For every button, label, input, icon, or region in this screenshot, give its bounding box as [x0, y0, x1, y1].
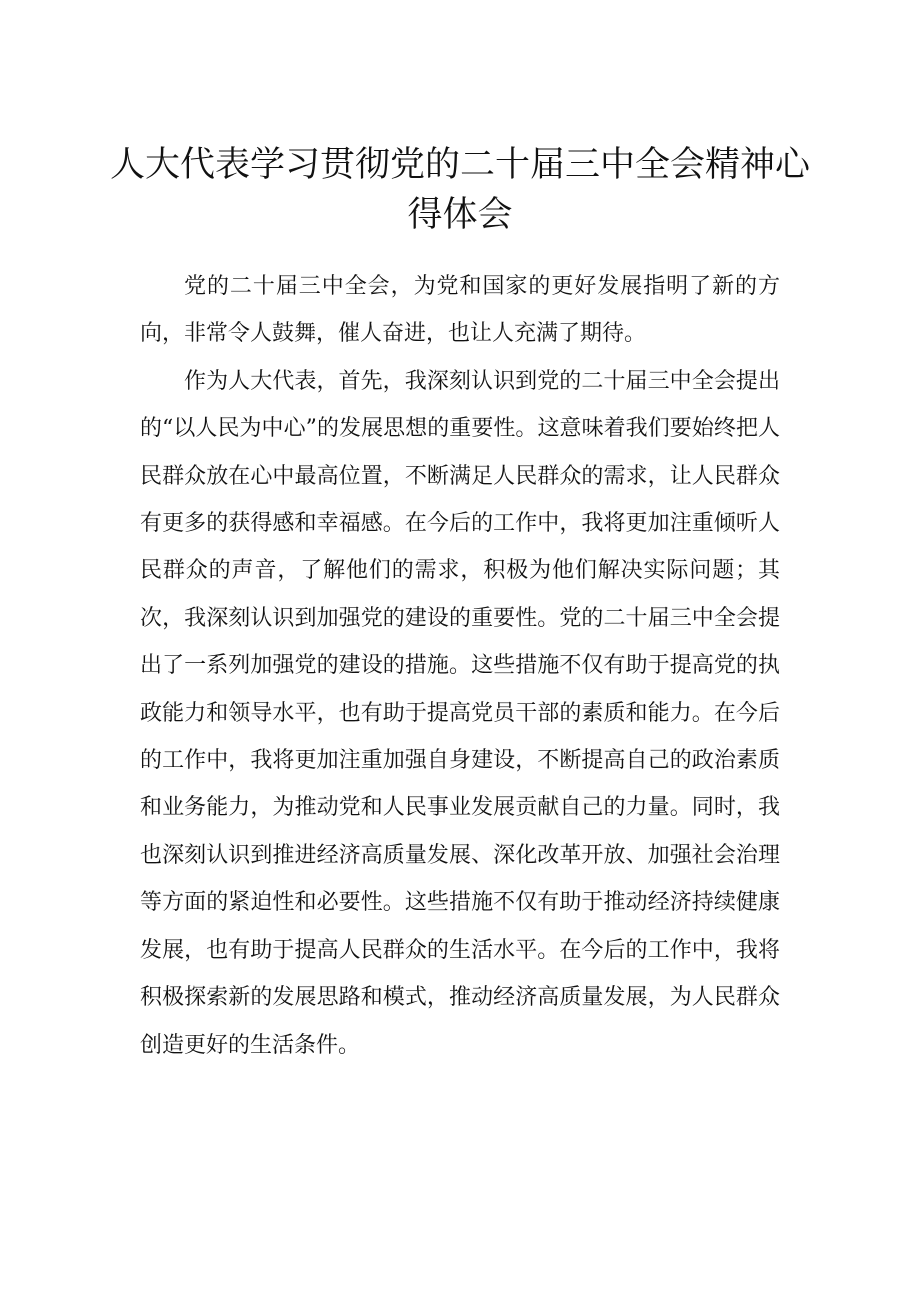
- document-body: [140, 263, 780, 1069]
- document-title: 人大代表学习贯彻党的二十届三中全会精神心得体会: [109, 145, 810, 235]
- paragraph-main: 作为人大代表，首先，我深刻认识到党的二十届三中全会提出的“以人民为中心”的发展思想的重要性。这意味着我们要始终把人民群众放在心中最高位置，不断满足人民群众的需求，让人民群众有更多的获得感和幸福感。在今后的工作中，我将更加注重倾听人民群众的声音，了解他们的需求，积极为他们解决实际问题；其次，我深刻认识到加强党的建设的重要性。党的二十届三中全会提出了一系列加强党的建设的措施。这些措施不仅有助于提高党的执政能力和领导水平，也有助于提高党员干部的素质和能力。在今后的工作中，我将更加注重加强自身建设，不断提高自己的政治素质和业务能力，为推动党和人民事业发展贡献自己的力量。同时，我也深刻认识到推进经济高质量发展、深化改革开放、加强社会治理等方面的紧迫性和必要性。这些措施不仅有助于推动经济持续健康发展，也有助于提高人民群众的生活水平。在今后的工作中，我将积极探索新的发展思路和模式，推动经济高质量发展，为人民群众创造更好的生活条件。: [140, 368, 780, 1058]
- paragraph-intro: 党的二十届三中全会，为党和国家的更好发展指明了新的方向，非常令人鼓舞，催人奋进，也让人充满了期待。: [140, 274, 780, 347]
